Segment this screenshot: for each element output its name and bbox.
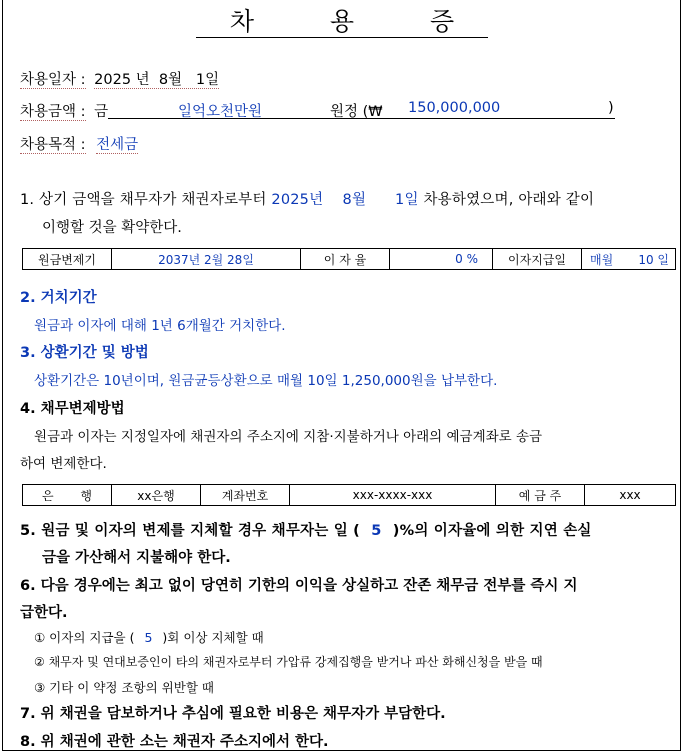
clause-6-item-1: ① 이자의 지급을 ( 5 )회 이상 지체할 때	[34, 630, 264, 645]
clause-3-heading: 3. 상환기간 및 방법	[20, 345, 149, 361]
clause-5-line-1: 5. 원금 및 이자의 변제를 지체할 경우 채무자는 일 ( 5 )%의 이자율에 의한 지연 손실	[20, 523, 592, 539]
clause-2-body: 원금과 이자에 대해 1년 6개월간 거치한다.	[34, 318, 286, 334]
principal-due-date: 2037년 2월 28일	[112, 249, 301, 270]
amount-prefix: 금	[94, 104, 109, 120]
loan-purpose-value: 전세금	[96, 137, 139, 153]
loan-date-label: 차용일자 :	[20, 72, 86, 88]
repayment-terms-table	[22, 248, 676, 270]
document-title: 차 용 증	[0, 2, 684, 38]
bank-name: xx은행	[112, 485, 201, 506]
interest-pay-day-value: 매월 10 일	[582, 249, 676, 270]
clause-1-line-2: 이행할 것을 확약한다.	[42, 220, 182, 236]
amount-close: )	[608, 100, 614, 116]
clause-5-line-2: 금을 가산해서 지불해야 한다.	[42, 550, 231, 566]
clause-4-line-2: 하여 변제한다.	[20, 456, 107, 472]
clause-6-line-2: 급한다.	[20, 605, 68, 621]
loan-amount-row	[20, 100, 108, 121]
loan-purpose-row	[20, 133, 138, 154]
clause-4-line-1: 원금과 이자는 지정일자에 채권자의 주소지에 지참·지불하거나 아래의 예금계좌로 송금	[34, 429, 543, 445]
bank-label: 은 행	[23, 485, 112, 506]
principal-due-label: 원금변제기	[23, 249, 112, 270]
account-holder-label: 예 금 주	[496, 485, 585, 506]
amount-number: 150,000,000	[408, 100, 501, 116]
account-holder: xxx	[585, 485, 676, 506]
clause-6-line-1: 6. 다음 경우에는 최고 없이 당연히 기한의 이익을 상실하고 잔존 채무금 전부를 즉시 지	[20, 578, 578, 594]
clause-1-line-1: 1. 상기 금액을 채무자가 채권자로부터 2025년 8월 1일 차용하였으며, 아래와 같이	[20, 192, 595, 208]
loan-date-value: 2025 년 8월 1일	[94, 72, 220, 88]
clause-4-heading: 4. 채무변제방법	[20, 401, 125, 417]
clause-7: 7. 위 채권을 담보하거나 추심에 필요한 비용은 채무자가 부담한다.	[20, 706, 446, 722]
clause-1-date: 2025년 8월 1일	[271, 192, 419, 208]
clause-3-body: 상환기간은 10년이며, 원금균등상환으로 매월 10일 1,250,000원을 납부한다.	[34, 373, 498, 389]
clause-6-item-2: ② 채무자 및 연대보증인이 타의 채권자로부터 가압류 강제집행을 받거나 파산 화해신청을 받을 때	[34, 655, 543, 669]
clause-6-item-3: ③ 기타 이 약정 조항의 위반할 때	[34, 680, 214, 695]
interest-rate-value: 0 %	[390, 249, 493, 270]
default-count: 5	[144, 630, 153, 645]
late-interest-rate: 5	[371, 523, 382, 539]
amount-currency-label: 원정 (₩	[330, 104, 383, 120]
loan-date-row	[20, 68, 219, 89]
interest-rate-label: 이 자 율	[301, 249, 390, 270]
bank-account-table	[22, 484, 676, 506]
interest-pay-day-label: 이자지급일	[493, 249, 582, 270]
loan-purpose-label: 차용목적 :	[20, 137, 86, 153]
account-number: xxx-xxxx-xxx	[290, 485, 496, 506]
clause-8: 8. 위 채권에 관한 소는 채권자 주소지에서 한다.	[20, 734, 329, 750]
account-number-label: 계좌번호	[201, 485, 290, 506]
amount-korean: 일억오천만원	[178, 104, 263, 120]
loan-amount-label: 차용금액 :	[20, 104, 86, 120]
clause-2-heading: 2. 거치기간	[20, 290, 97, 306]
